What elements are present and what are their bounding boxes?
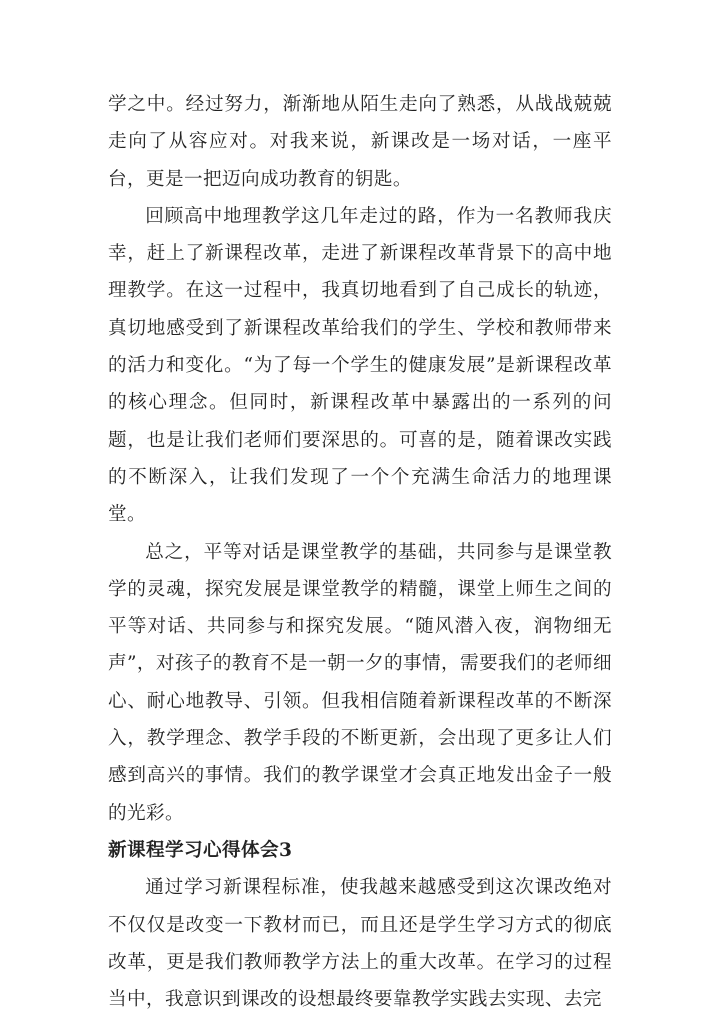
paragraph-3: 总之，平等对话是课堂教学的基础，共同参与是课堂教学的灵魂，探究发展是课堂教学的精髓，课堂上师生之间的平等对话、共同参与和探究发展。“随风潜入夜，润物细无声”，对孩子的教育不是一朝一夕的事情，需要我们的老师细心、耐心地教导、引领。但我相信随着新课程改革的不断深入，教学理念、教学手段的不断更新，会出现了更多让人们感到高兴的事情。我们的教学课堂才会真正地发出金子一般的光彩。 [108,541,612,824]
paragraph-1: 学之中。经过努力，渐渐地从陌生走向了熟悉，从战战兢兢走向了从容应对。对我来说，新课改是一场对话，一座平台，更是一把迈向成功教育的钥匙。 [108,94,612,190]
paragraph-4: 通过学习新课程标准，使我越来越感受到这次课改绝对不仅仅是改变一下教材而已，而且还是学生学习方式的彻底改革，更是我们教师教学方法上的重大改革。在学习的过程当中，我意识到课改的设想最终要靠教学实践去实现、去完 [108,877,612,1011]
document-page [108,86,612,1018]
section-heading: 新课程学习心得体会3 [108,839,293,861]
paragraph-2: 回顾高中地理教学这几年走过的路，作为一名教师我庆幸，赶上了新课程改革，走进了新课程改革背景下的高中地理教学。在这一过程中，我真切地看到了自己成长的轨迹，真切地感受到了新课程改革给我们的学生、学校和教师带来的活力和变化。“为了每一个学生的健康发展”是新课程改革的核心理念。但同时，新课程改革中暴露出的一系列的问题，也是让我们老师们要深思的。可喜的是，随着课改实践的不断深入，让我们发现了一个个充满生命活力的地理课堂。 [108,205,612,526]
